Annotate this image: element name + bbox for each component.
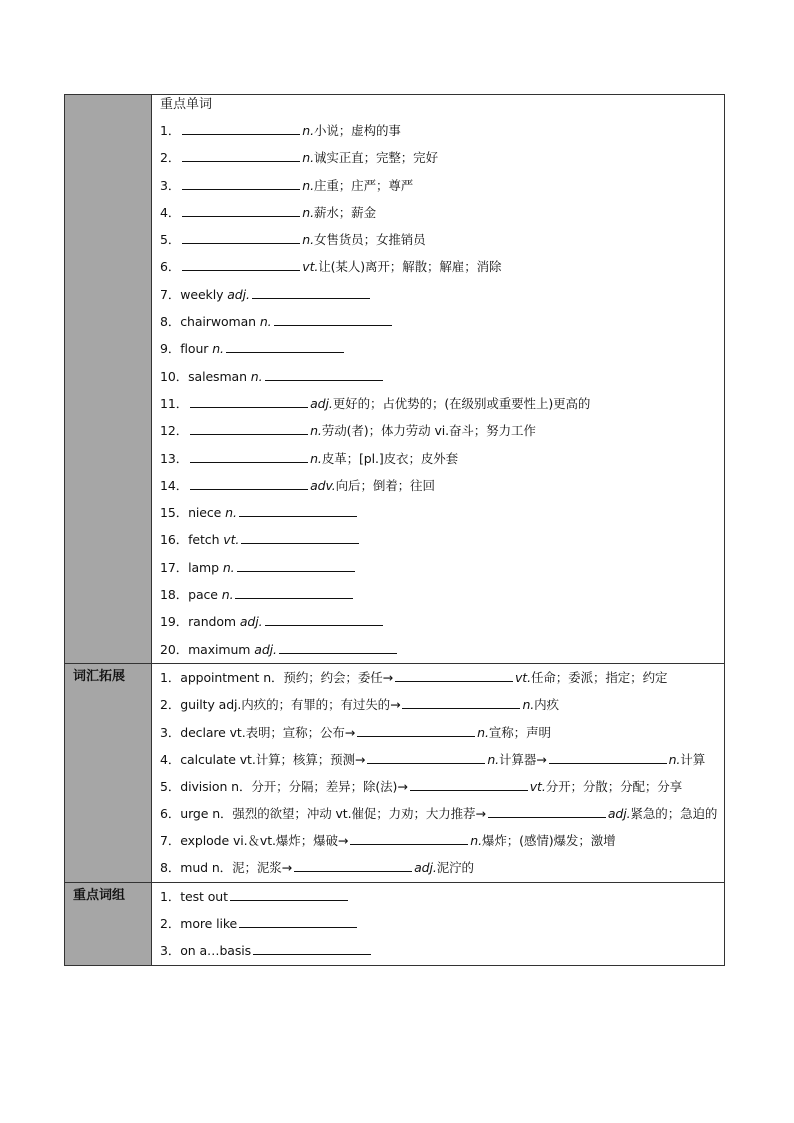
item-meaning: 紧急的；急迫的 (630, 806, 718, 822)
answer-blank[interactable] (230, 887, 348, 901)
item-meaning: 庄重；庄严；尊严 (313, 177, 414, 193)
answer-blank[interactable] (350, 831, 468, 845)
vocabulary-table (64, 94, 725, 966)
list-item (160, 417, 724, 444)
list-item (160, 883, 724, 910)
item-prompt: 15．niece (160, 505, 226, 521)
item-prompt: 3．declare vt.表明；宣称；公布→ (160, 724, 356, 740)
list-item (160, 636, 724, 663)
part-of-speech: n. (302, 123, 314, 138)
item-meaning: 内疚 (534, 697, 559, 713)
list-item (160, 773, 724, 800)
answer-blank[interactable] (190, 421, 308, 435)
list-item (160, 800, 724, 827)
section-content (152, 95, 725, 664)
list-item (160, 910, 724, 937)
list-item (160, 281, 724, 308)
answer-blank[interactable] (190, 449, 308, 463)
item-meaning: 任命；委派；指定；约定 (530, 669, 668, 685)
item-prompt: 17．lamp (160, 559, 223, 575)
list-item (160, 144, 724, 171)
part-of-speech: adj. (414, 860, 437, 876)
item-prompt: 14． (160, 477, 189, 493)
part-of-speech: n. (221, 587, 234, 603)
section-key-words (65, 95, 725, 664)
part-of-speech: adj. (227, 286, 250, 302)
answer-blank[interactable] (182, 257, 300, 271)
item-prompt: 2．guilty adj.内疚的；有罪的；有过失的→ (160, 697, 401, 713)
part-of-speech: adj. (310, 395, 333, 411)
item-prompt: 5． (160, 232, 181, 248)
answer-blank[interactable] (241, 530, 359, 544)
part-of-speech: n. (302, 150, 314, 166)
part-of-speech: adj. (607, 806, 631, 822)
item-prompt: 18．pace (160, 587, 222, 603)
item-prompt: 8．mud n．泥；泥浆→ (160, 860, 293, 876)
item-prompt: 16．fetch (160, 532, 224, 548)
list-item (160, 445, 724, 472)
item-meaning: 更好的；占优势的；(在级别或重要性上)更高的 (332, 395, 591, 411)
part-of-speech: n. (302, 204, 314, 220)
item-meaning: 分开；分散；分配；分享 (545, 778, 683, 794)
item-prompt: 13． (160, 450, 189, 466)
answer-blank[interactable] (182, 148, 300, 162)
part-of-speech: adj. (239, 614, 263, 630)
item-prompt: 12． (160, 423, 189, 439)
item-list (160, 117, 724, 663)
part-of-speech: adv. (310, 477, 336, 493)
item-meaning: 劳动(者)；体力劳动 vi.奋斗；努力工作 (321, 423, 536, 439)
part-of-speech: vt. (223, 532, 240, 548)
part-of-speech: vt. (302, 259, 319, 275)
item-prompt: 2． (160, 150, 181, 166)
item-prompt: 20．maximum (160, 641, 255, 657)
list-item (160, 608, 724, 635)
part-of-speech: vt. (515, 669, 531, 685)
section-content (152, 882, 725, 965)
section-label-cell (65, 95, 152, 664)
item-list (160, 664, 724, 882)
list-item (160, 664, 724, 691)
answer-blank[interactable] (252, 285, 370, 299)
list-item (160, 472, 724, 499)
part-of-speech: n. (259, 314, 272, 330)
answer-blank[interactable] (294, 858, 412, 872)
part-of-speech: n. (668, 751, 681, 767)
section-label-cell (65, 882, 152, 965)
part-of-speech: vt. (529, 778, 546, 794)
item-prompt: 6．urge n．强烈的欲望；冲动 vt.催促；力劝；大力推荐→ (160, 806, 486, 822)
list-item (160, 253, 724, 280)
answer-blank[interactable] (265, 612, 383, 626)
list-item (160, 554, 724, 581)
list-item (160, 691, 724, 718)
answer-blank[interactable] (182, 230, 300, 244)
item-prompt: 7．explode vi.＆vt.爆炸；爆破→ (160, 833, 349, 849)
list-item (160, 363, 724, 390)
list-item (160, 827, 724, 854)
answer-blank[interactable] (357, 723, 475, 737)
item-prompt: 2．more like (160, 916, 238, 932)
section-label: 词汇拓展 (73, 668, 126, 684)
part-of-speech: n. (470, 833, 482, 849)
item-prompt: 9．flour (160, 341, 213, 357)
answer-blank[interactable] (274, 312, 392, 326)
answer-blank[interactable] (190, 476, 308, 490)
item-meaning: 女售货员；女推销员 (313, 232, 426, 248)
item-prompt: 5．division n．分开；分隔；差异；除(法)→ (160, 778, 408, 794)
item-meaning: 皮革；[pl.]皮衣；皮外套 (321, 450, 459, 466)
part-of-speech: n. (522, 697, 535, 713)
answer-blank[interactable] (239, 914, 357, 928)
section-word-expansion (65, 663, 725, 882)
part-of-speech: n. (310, 423, 322, 439)
answer-blank[interactable] (235, 585, 353, 599)
item-prompt: 10．salesman (160, 368, 251, 384)
item-meaning: 泥泞的 (436, 860, 474, 876)
answer-blank[interactable] (239, 503, 357, 517)
list-item (160, 526, 724, 553)
answer-blank[interactable] (402, 695, 520, 709)
item-prompt: 6． (160, 259, 181, 275)
part-of-speech: n. (302, 177, 314, 193)
answer-blank[interactable] (190, 394, 308, 408)
item-meaning: 薪水；薪金 (313, 204, 376, 220)
item-meaning: 爆炸；(感情)爆发；激增 (481, 833, 616, 849)
part-of-speech: n. (212, 341, 224, 357)
list-item (160, 335, 724, 362)
item-prompt: 1．test out (160, 888, 228, 904)
part-of-speech: n. (302, 232, 314, 248)
list-item (160, 719, 724, 746)
list-item (160, 854, 724, 881)
item-prompt: 7．weekly (160, 286, 228, 302)
section-label: 重点词组 (73, 887, 126, 903)
answer-blank[interactable] (488, 804, 606, 818)
list-item (160, 226, 724, 253)
item-prompt: 1． (160, 123, 181, 138)
list-item (160, 308, 724, 335)
part-of-speech: adj. (254, 641, 277, 657)
section-heading: 重点单词 (160, 97, 213, 112)
item-prompt: 8．chairwoman (160, 314, 260, 330)
item-meaning: 宣称；声明 (488, 724, 551, 740)
section-label-cell (65, 663, 152, 882)
part-of-speech: n. (477, 724, 489, 740)
list-item (160, 937, 724, 964)
answer-blank[interactable] (549, 750, 667, 764)
part-of-speech: n. (250, 368, 263, 384)
part-of-speech: n. (487, 751, 500, 767)
answer-blank[interactable] (182, 176, 300, 190)
answer-blank[interactable] (237, 558, 355, 572)
answer-blank[interactable] (226, 339, 344, 353)
item-prompt: 11． (160, 395, 189, 411)
item-meaning: 计算器→ (499, 751, 547, 767)
answer-blank[interactable] (182, 121, 300, 135)
item-meaning: 诚实正直；完整；完好 (313, 150, 438, 166)
section-key-phrases (65, 882, 725, 965)
list-item (160, 199, 724, 226)
answer-blank[interactable] (395, 668, 513, 682)
item-prompt: 3． (160, 177, 181, 193)
answer-blank[interactable] (279, 640, 397, 654)
item-prompt: 1．appointment n．预约；约会；委任→ (160, 669, 393, 685)
section-content (152, 663, 725, 882)
item-list (160, 883, 724, 965)
list-item (160, 117, 724, 144)
list-item (160, 390, 724, 417)
item-prompt: 3．on a…basis (160, 943, 252, 959)
answer-blank[interactable] (265, 367, 383, 381)
item-meaning: 让(某人)离开；解散；解雇；消除 (318, 259, 502, 275)
list-item (160, 172, 724, 199)
list-item (160, 499, 724, 526)
item-prompt: 4．calculate vt.计算；核算；预测→ (160, 751, 366, 767)
part-of-speech: n. (225, 505, 237, 521)
item-meaning: 小说；虚构的事 (313, 123, 401, 138)
answer-blank[interactable] (367, 750, 485, 764)
list-item (160, 581, 724, 608)
item-meaning: 向后；倒着；往回 (335, 477, 435, 493)
item-meaning: 计算 (680, 751, 706, 767)
part-of-speech: n. (310, 450, 322, 466)
part-of-speech: n. (222, 559, 235, 575)
item-prompt: 19．random (160, 614, 240, 630)
list-item (160, 746, 724, 773)
answer-blank[interactable] (253, 941, 371, 955)
answer-blank[interactable] (410, 777, 528, 791)
section-label (65, 95, 151, 99)
answer-blank[interactable] (182, 203, 300, 217)
item-prompt: 4． (160, 204, 181, 220)
